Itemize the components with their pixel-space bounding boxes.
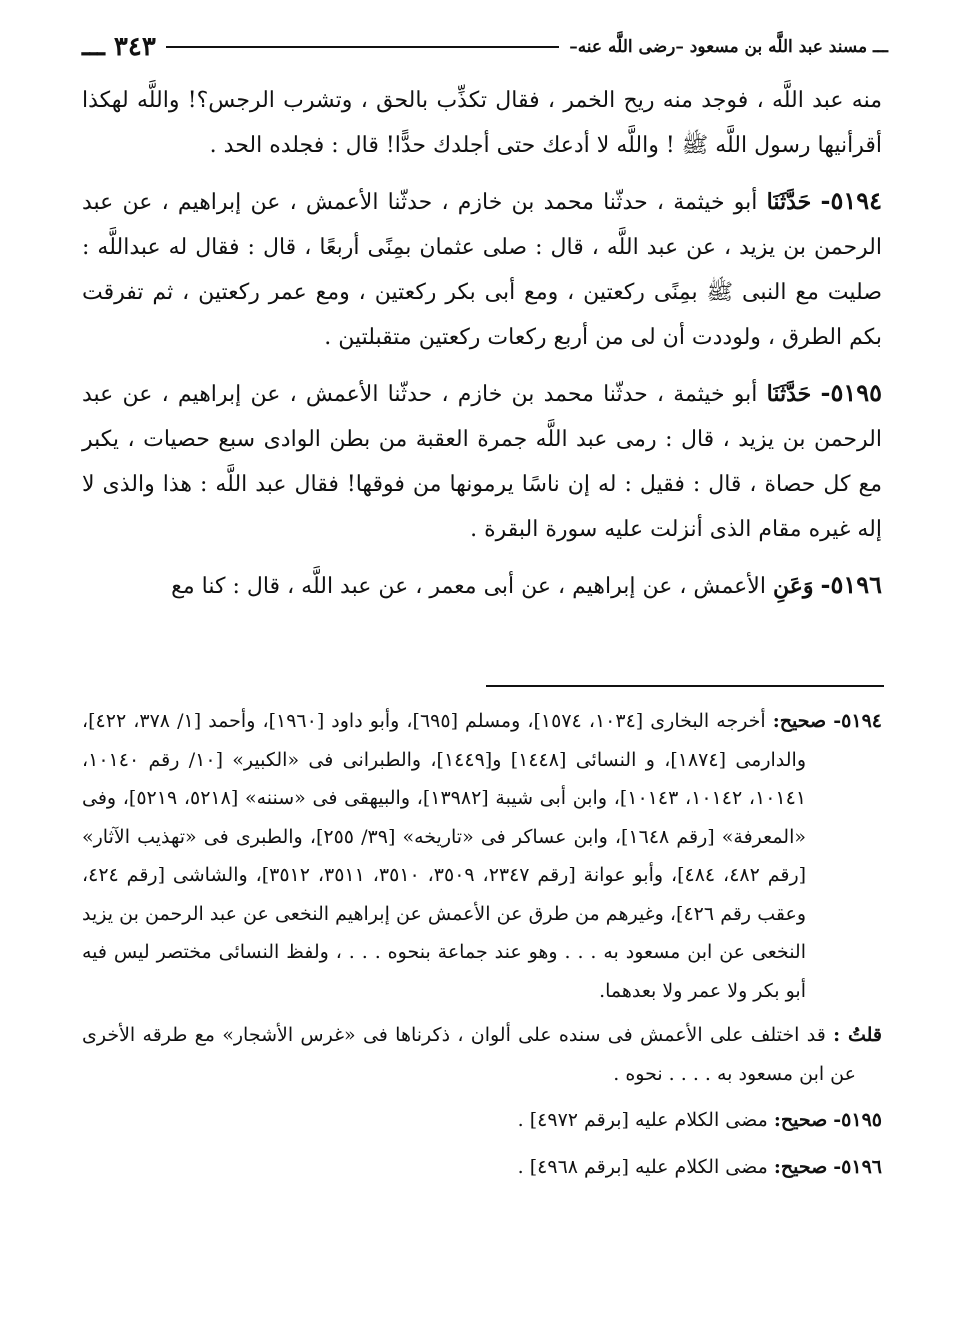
hadith-number: ٥١٩٤- xyxy=(820,186,883,215)
footnote-text: أخرجه البخارى [١٠٣٤، ١٥٧٤]، ومسلم [٦٩٥]، وأبو داود [١٩٦٠]، وأحمد [١/ ٣٧٨، ٤٢٢]، والدارمى [١٨٧٤]، و النسائى [١٤٤٨] و[١٤٤٩]، والطبرانى فى «الكبير» [١٠/ رقم ١٠١٤٠، ١٠١٤١، ١٠١٤٢، ١٠١٤٣]، وابن أبى شيبة [١٣٩٨٢]، والبيهقى فى «سننه» [٥٢١٨، ٥٢١٩]، وفى «المعرفة» [رقم ١٦٤٨]، وابن عساكر فى «تاريخه» [٣٩/ ٢٥٥]، والطبرى فى «تهذيب الآثار» [رقم ٤٨٢، ٤٨٤]، وأبو عوانة [رقم ٢٣٤٧، ٣٥٠٩، ٣٥١٠، ٣٥١١، ٣٥١٢]، والشاشى [رقم ٤٢٤، وعقب رقم ٤٢٦]، وغيرهم من طرق عن الأعمش عن إبراهيم النخعى عن عبد الرحمن بن يزيد النخعى عن ابن مسعود به . . . وهو عند جماعة بنحوه . . . ، ولفظ النسائى مختصر ليس فيه أبو بكر ولا عمر ولا بعدهما. xyxy=(82,710,807,1002)
footnote-5196 xyxy=(82,1148,882,1187)
hadith-number: ٥١٩٥- xyxy=(820,378,883,407)
footnote-number: ٥١٩٤- xyxy=(833,710,882,732)
hadith-5195 xyxy=(82,370,882,552)
hadith-text: أبو خيثمة ، حدثّنا محمد بن خازم ، حدثّنا الأعمش ، عن إبراهيم ، عن عبد الرحمن بن يزيد ، قال : رمى عبد اللَّه جمرة العقبة من بطن الوادى سبع حصيات ، يكبر مع كل حصاة ، قال : فقيل : له إن ناسًا يرمونها من فوقها! فقال عبد اللَّه : هذا والذى لا إله غيره مقام الذى أنزلت عليه سورة البقرة . xyxy=(82,382,882,542)
hadith-opening: حَدَّثَنَا xyxy=(766,381,812,407)
footnote-number: ٥١٩٥- xyxy=(833,1109,882,1131)
footnote-grade: صحيح: xyxy=(773,1109,828,1131)
footnote-grade: صحيح: xyxy=(773,1155,828,1178)
header-rule xyxy=(166,46,559,48)
hadith-opening: وَعَنِ xyxy=(772,573,814,599)
hadith-opening: حَدَّثَنَا xyxy=(766,189,812,215)
page-number: ٣٤٣ ـــ xyxy=(82,32,156,62)
footnote-text: مضى الكلام عليه [برقم ٤٩٧٢] . xyxy=(517,1109,768,1131)
footnote-5195 xyxy=(82,1101,882,1140)
hadith-number: ٥١٩٦- xyxy=(820,570,882,599)
hadith-text: الأعمش ، عن إبراهيم ، عن أبى معمر ، عن عبد اللَّه ، قال : كنا مع xyxy=(171,574,766,599)
main-text xyxy=(82,78,882,609)
page-header xyxy=(82,30,888,64)
continuation-paragraph: منه عبد اللَّه ، فوجد منه ريح الخمر ، فقال تكذِّب بالحق ، وتشرب الرجس؟! واللَّه لهكذا أقرأنيها رسول اللَّه ﷺ ! واللَّه لا أدعك حتى أجلدك حدًّا! قال : فجلده الحد . xyxy=(82,88,882,158)
running-title: ـــ مسند عبد اللَّه بن مسعود –رضى اللَّه عنه– xyxy=(569,37,888,57)
footnote-remark xyxy=(82,1016,882,1093)
hadith-5196 xyxy=(82,562,882,609)
footnote-5194 xyxy=(82,702,882,1010)
hadith-text: أبو خيثمة ، حدثّنا محمد بن خازم ، حدثّنا الأعمش ، عن إبراهيم ، عن عبد الرحمن بن يزيد ، عن عبد اللَّه ، قال : صلى عثمان بمِنًى أربعًا ، قال : فقال له عبداللَّه : صليت مع النبى ﷺ بمِنًى ركعتين ، ومع أبى بكر ركعتين ، ومع عمر ركعتين ، ثم تفرقت بكم الطرق ، ولوددت أن لى من أربع ركعات ركعتين متقبلتين . xyxy=(82,190,882,350)
footnote-text: مضى الكلام عليه [برقم ٤٩٦٨] . xyxy=(517,1155,768,1178)
footnotes xyxy=(82,702,882,1186)
footnote-number: ٥١٩٦- xyxy=(833,1155,882,1178)
remark-text: قد اختلف على الأعمش فى سنده على ألوان ، ذكرناها فى «غرس الأشجار» مع طرقه الأخرى عن ابن مسعود به . . . . نحوه . xyxy=(82,1024,856,1085)
hadith-5194 xyxy=(82,178,882,360)
footnote-grade: صحيح: xyxy=(772,710,827,732)
remark-label: قلتُ : xyxy=(833,1024,882,1046)
footnote-divider xyxy=(486,685,884,687)
